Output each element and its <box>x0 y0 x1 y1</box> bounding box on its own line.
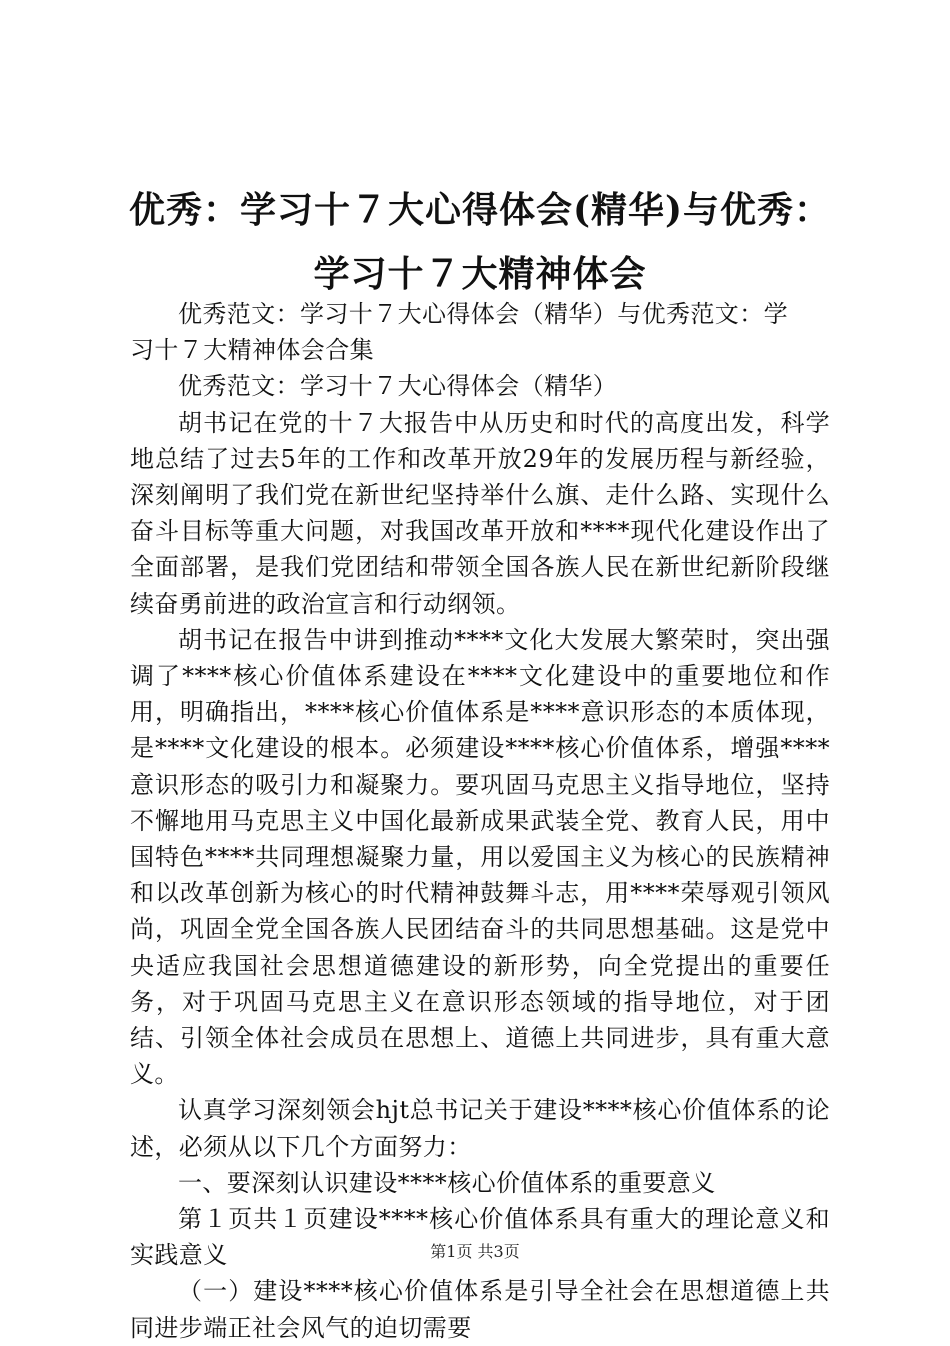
subsection-heading-1: （一）建设****核心价值体系是引导全社会在思想道德上共同进步端正社会风气的迫切需要 <box>130 1277 830 1342</box>
paragraph-2: 胡书记在报告中讲到推动****文化大发展大繁荣时，突出强调了****核心价值体系建设在****文化建设中的重要地位和作用，明确指出，****核心价值体系是****意识形态的本质体现，是****文化建设的根本。必须建设****核心价值体系，增强****意识形态的吸引力和凝聚力。要巩固马克思主义指导地位，坚持不懈地用马克思主义中国化最新成果武装全党、教育人民，用中国特色****共同理想凝聚力量，用以爱国主义为核心的民族精神和以改革创新为核心的时代精神鼓舞斗志，用****荣辱观引领风尚，巩固全党全国各族人民团结奋斗的共同思想基础。这是党中央适应我国社会思想道德建设的新形势，向全党提出的重要任务，对于巩固马克思主义在意识形态领域的指导地位，对于团结、引领全体社会成员在思想上、道德上共同进步，具有重大意义。 <box>130 625 830 1089</box>
subtitle-line-2: 习十７大精神体会合集 <box>130 336 374 365</box>
paragraph-1: 胡书记在党的十７大报告中从历史和时代的高度出发，科学地总结了过去5年的工作和改革开放29年的发展历程与新经验，深刻阐明了我们党在新世纪坚持举什么旗、走什么路、实现什么奋斗目标等重大问题，对我国改革开放和****现代化建设作出了全面部署，是我们党团结和带领全国各族人民在新世纪新阶段继续奋勇前进的政治宣言和行动纲领。 <box>130 408 830 618</box>
page-footer: 第1页 共3页 <box>430 1242 520 1261</box>
subtitle-line-3: 优秀范文：学习十７大心得体会（精华） <box>178 372 618 401</box>
subtitle-line-1: 优秀范文：学习十７大心得体会（精华）与优秀范文：学 <box>178 300 788 328</box>
paragraph-3: 认真学习深刻领会hjt总书记关于建设****核心价值体系的论述，必须从以下几个方面努力： <box>130 1096 830 1161</box>
document-body <box>130 296 830 1346</box>
paragraph-4: 第１页共１页建设****核心价值体系具有重大的理论意义和实践意义 <box>130 1205 830 1270</box>
document-title: 优秀：学习十７大心得体会(精华)与优秀：学习十７大精神体会 <box>128 189 832 295</box>
section-heading-1: 一、要深刻认识建设****核心价值体系的重要意义 <box>178 1168 716 1197</box>
